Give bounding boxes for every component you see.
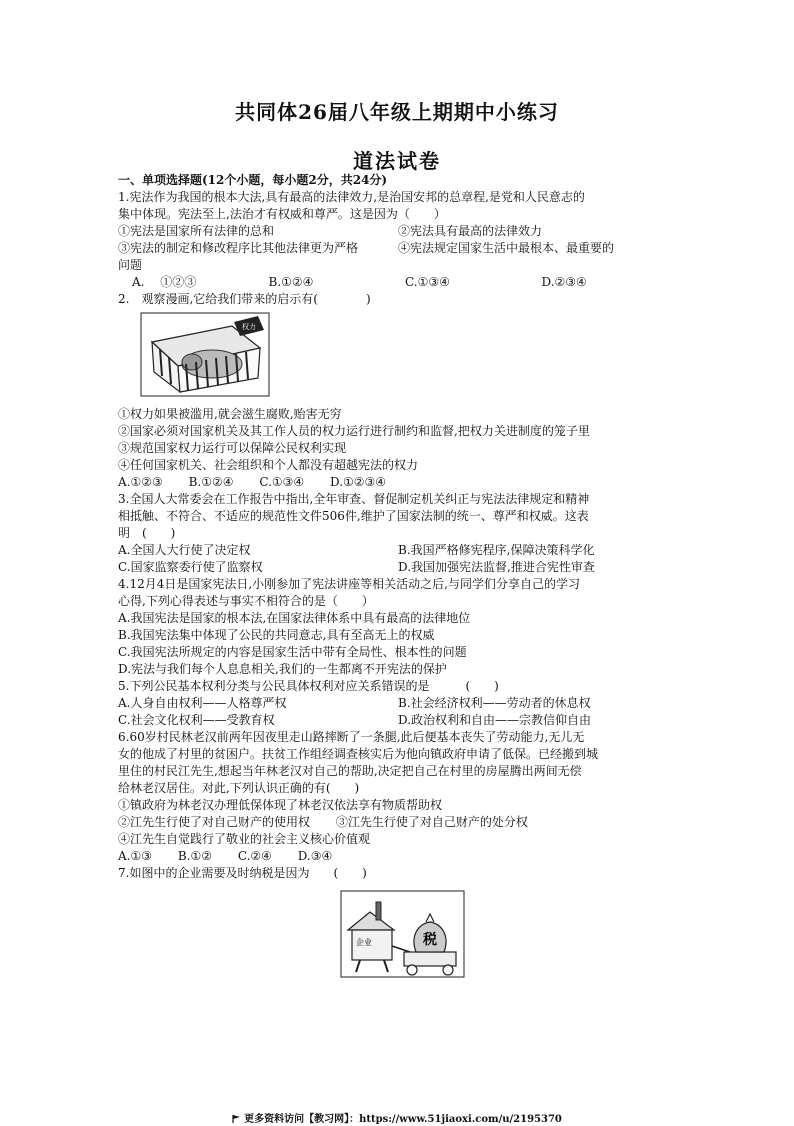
q2-statement-2: ②国家必须对国家机关及其工作人员的权力运行进行制约和监督,把权力关进制度的笼子里 <box>118 424 590 438</box>
q1-stem-line1: 1.宪法作为我国的根本大法,具有最高的法律效力,是治国安邦的总章程,是党和人民意志的 <box>118 190 585 204</box>
q1-option-b: B.①②④ <box>268 275 314 289</box>
q1-stem-line2: 集中体现。宪法至上,法治才有权威和尊严。这是因为（ ） <box>118 207 446 221</box>
q4-stem-line1: 4.12月4日是国家宪法日,小刚参加了宪法讲座等相关活动之后,与同学们分享自己的学习 <box>118 577 580 591</box>
q6-stem-line1: 6.60岁村民林老汉前两年因夜里走山路摔断了一条腿,此后便基本丧失了劳动能力,无儿无 <box>118 730 585 744</box>
q3-stem-line2: 相抵触、不符合、不适应的规范性文件506件,维护了国家法制的统一、尊严和权威。这表 <box>118 509 589 523</box>
q5-option-d: D.政治权利和自由——宗教信仰自由 <box>398 713 592 727</box>
q3-stem-line1: 3.全国人大常委会在工作报告中指出,全年审查、督促制定机关纠正与宪法法律规定和精神 <box>118 492 590 506</box>
q1-option-d: D.②③④ <box>541 275 587 289</box>
q1-statement-2: ②宪法具有最高的法律效力 <box>398 224 543 238</box>
q2-stem: 2. 观察漫画,它给我们带来的启示有( ) <box>118 292 371 306</box>
q1-statements-row1 <box>118 223 678 240</box>
q5-options-row2 <box>118 712 678 729</box>
q2-options <box>118 474 678 491</box>
q4-option-b: B.我国宪法集中体现了公民的共同意志,具有至高无上的权威 <box>118 628 435 642</box>
q6-option-b: B.①② <box>177 849 212 863</box>
q6-option-d: D.③④ <box>297 849 333 863</box>
q1-options <box>118 274 678 291</box>
q6-options <box>118 848 678 865</box>
q2-statement-4: ④任何国家机关、社会组织和个人都没有超越宪法的权力 <box>118 458 419 472</box>
q6-stem-line3: 里住的村民江先生,想起当年林老汉对自己的帮助,决定把自己在村里的房屋腾出两间无偿 <box>118 764 582 778</box>
q6-stem-line4: 给林老汉居住。对此,下列认识正确的有( ) <box>118 781 360 795</box>
q5-option-b: B.社会经济权利——劳动者的休息权 <box>398 696 591 710</box>
tax-cartoon <box>340 890 465 978</box>
q5-option-a: A.人身自由权利——人格尊严权 <box>118 696 287 710</box>
q2-statement-3: ③规范国家权力运行可以保障公民权利实现 <box>118 441 347 455</box>
cartoon-cage-tag: 权力 <box>242 323 256 331</box>
section-heading: 一、单项选择题(12个小题，每小题2分，共24分) <box>118 173 388 187</box>
power-cage-cartoon <box>140 312 270 397</box>
q6-statement-3: ③江先生行使了对自己财产的处分权 <box>335 815 528 829</box>
flag-icon <box>232 1115 240 1123</box>
cartoon-house-label: 企业 <box>356 938 372 947</box>
q3-options-row2 <box>118 559 678 576</box>
q1-statement-1: ①宪法是国家所有法律的总和 <box>118 224 275 238</box>
q4-option-c: C.我国宪法所规定的内容是国家生活中带有全局性、根本性的问题 <box>118 645 467 659</box>
q3-options-row1 <box>118 542 678 559</box>
q6-statement-2: ②江先生行使了对自己财产的使用权 <box>118 815 311 829</box>
q7-stem: 7.如图中的企业需要及时纳税是因为 ( ) <box>118 866 367 880</box>
exam-content <box>118 172 678 983</box>
q6-stem-line2: 女的他成了村里的贫困户。扶贫工作组经调查核实后为他向镇政府申请了低保。已经搬到城 <box>118 747 599 761</box>
q6-option-c: C.②④ <box>237 849 272 863</box>
q5-options-row1 <box>118 695 678 712</box>
q1-statements-row2 <box>118 240 678 257</box>
q6-statement-4: ④江先生自觉践行了敬业的社会主义核心价值观 <box>118 832 371 846</box>
cartoon-tax-bag-label: 税 <box>423 932 437 948</box>
q2-option-a: A.①②③ <box>118 475 163 489</box>
q3-option-a: A.全国人大行使了决定权 <box>118 543 251 557</box>
q5-stem: 5.下列公民基本权利分类与公民具体权利对应关系错误的是 ( ) <box>118 679 499 693</box>
exam-title: 共同体26届八年级上期期中小练习 <box>235 100 559 124</box>
q1-option-a: A. ①②③ <box>132 275 197 289</box>
q4-stem-line2: 心得,下列心得表述与事实不相符合的是（ ） <box>118 594 374 608</box>
q1-statement-4-cont: 问题 <box>118 258 143 272</box>
q3-option-d: D.我国加强宪法监督,推进合宪性审查 <box>398 560 595 574</box>
q2-option-c: C.①③④ <box>259 475 305 489</box>
q1-option-c: C.①③④ <box>405 275 450 289</box>
q3-stem-line3: 明 ( ) <box>118 526 176 540</box>
q3-option-b: B.我国严格修宪程序,保障决策科学化 <box>398 543 595 557</box>
q2-option-b: B.①②④ <box>188 475 234 489</box>
q6-option-a: A.①③ <box>118 849 152 863</box>
q4-option-a: A.我国宪法是国家的根本法,在国家法律体系中具有最高的法律地位 <box>118 611 471 625</box>
exam-subtitle: 道法试卷 <box>353 149 441 173</box>
q1-statement-4: ④宪法规定国家生活中最根本、最重要的 <box>398 241 615 255</box>
q5-option-c: C.社会文化权利——受教育权 <box>118 713 275 727</box>
q3-option-c: C.国家监察委行使了监察权 <box>118 560 263 574</box>
q6-statement-1: ①镇政府为林老汉办理低保体现了林老汉依法享有物质帮助权 <box>118 798 443 812</box>
q4-option-d: D.宪法与我们每个人息息相关,我们的一生都离不开宪法的保护 <box>118 662 447 676</box>
q6-statements-2-3 <box>118 814 678 831</box>
q1-statement-3: ③宪法的制定和修改程序比其他法律更为严格 <box>118 241 359 255</box>
footer-text: 更多资料访问【教习网】：https://www.51jiaoxi.com/u/2195370 <box>244 1114 562 1125</box>
q2-option-d: D.①②③④ <box>330 475 387 489</box>
q2-statement-1: ①权力如果被滥用,就会滋生腐败,贻害无穷 <box>118 407 342 421</box>
